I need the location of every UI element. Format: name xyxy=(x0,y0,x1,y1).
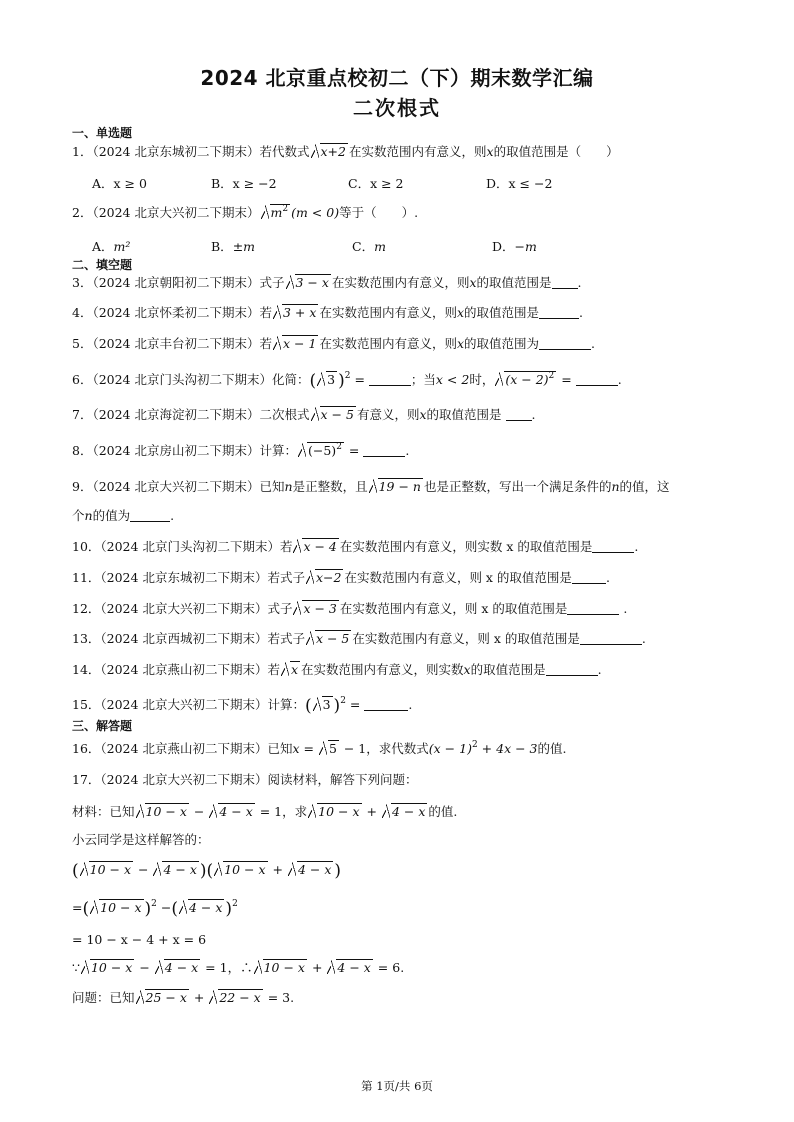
q1-option-b[interactable]: B．x ≥ −2 xyxy=(211,176,277,191)
q2-option-d[interactable]: D．−m xyxy=(492,239,537,254)
question-14: 14．（2024 北京燕山初二下期末）若 x 在实数范围内有意义，则实数x的取值范围是 . xyxy=(72,662,602,677)
answer-blank[interactable] xyxy=(369,373,411,386)
section-heading-answer: 三、解答题 xyxy=(72,719,133,733)
answer-blank[interactable] xyxy=(363,444,405,457)
question-6: 6．（2024 北京门头沟初二下期末）化简：( 3 )$^2$ = ；当x < 2时， $(x - 2)^2$ = . xyxy=(72,371,622,391)
q2-option-a[interactable]: A．m² xyxy=(92,239,131,254)
question-11: 11．（2024 北京东城初二下期末）若式子 x−2 在实数范围内有意义，则 x 的取值范围是 . xyxy=(72,570,610,585)
answer-blank[interactable] xyxy=(572,571,606,584)
section-heading-single-choice: 一、单选题 xyxy=(72,126,133,140)
q17-step-1: ( 10 − x − 4 − x )( 10 − x + 4 − x ) xyxy=(72,861,342,881)
sqrt-symbol: $m^2$ xyxy=(261,203,291,222)
q17-material: 材料：已知 10 − x − 4 − x = 1，求 10 − x + 4 − x 的值. xyxy=(72,804,458,819)
sqrt-symbol: x+2 xyxy=(311,142,348,161)
question-7: 7．（2024 北京海淀初二下期末）二次根式 x − 5 有意义，则x的取值范围是 . xyxy=(72,407,536,422)
q17-intro: 小云同学是这样解答的： xyxy=(72,832,210,847)
answer-blank[interactable] xyxy=(546,663,598,676)
question-1: 1．（2024 北京东城初二下期末）若代数式 x+2 在实数范围内有意义，则x的取值范围是（ ） xyxy=(72,144,619,159)
answer-blank[interactable] xyxy=(567,602,619,615)
q2-option-c[interactable]: C．m xyxy=(352,239,386,254)
question-5: 5．（2024 北京丰台初二下期末）若 x − 1 在实数范围内有意义，则x的取值范围为 . xyxy=(72,336,596,351)
question-8: 8．（2024 北京房山初二下期末）计算： $(-5)^2$ = . xyxy=(72,442,410,458)
question-12: 12．（2024 北京大兴初二下期末）式子 x − 3 在实数范围内有意义，则 x 的取值范围是 . xyxy=(72,601,628,616)
question-4: 4．（2024 北京怀柔初二下期末）若 3 + x 在实数范围内有意义，则x的取值范围是 . xyxy=(72,305,584,320)
answer-blank[interactable] xyxy=(592,540,634,553)
q2-option-b[interactable]: B．±m xyxy=(211,239,256,254)
question-13: 13．（2024 北京西城初二下期末）若式子 x − 5 在实数范围内有意义，则 x 的取值范围是 . xyxy=(72,631,646,646)
q17-problem: 问题：已知 25 − x + 22 − x = 3. xyxy=(72,990,295,1005)
answer-blank[interactable] xyxy=(539,337,591,350)
answer-blank[interactable] xyxy=(130,509,170,522)
answer-blank[interactable] xyxy=(552,276,578,289)
page-title: 2024 北京重点校初二（下）期末数学汇编 xyxy=(200,66,594,90)
question-3: 3．（2024 北京朝阳初二下期末）式子 3 − x 在实数范围内有意义，则x的取值范围是 . xyxy=(72,275,582,290)
answer-blank[interactable] xyxy=(364,698,408,711)
q1-option-c[interactable]: C．x ≥ 2 xyxy=(348,176,404,191)
question-2: 2．（2024 北京大兴初二下期末） $m^2$ (m < 0)等于（ ）. xyxy=(72,204,419,220)
answer-blank[interactable] xyxy=(539,306,579,319)
q17-step-3: = 10 − x − 4 + x = 6 xyxy=(72,932,207,947)
q17-step-4: ∵ 10 − x − 4 − x = 1，∴ 10 − x + 4 − x = 6. xyxy=(72,960,405,975)
q1-option-a[interactable]: A．x ≥ 0 xyxy=(92,176,147,191)
q1-option-d[interactable]: D．x ≤ −2 xyxy=(486,176,553,191)
question-9: 9．（2024 北京大兴初二下期末）已知n是正整数，且 19 − n 也是正整数，写出一个满足条件的n的值，这 xyxy=(72,479,670,494)
question-10: 10．（2024 北京门头沟初二下期末）若 x − 4 在实数范围内有意义，则实数 x 的取值范围是 . xyxy=(72,539,639,554)
page-number: 第 1页/共 6页 xyxy=(361,1079,433,1093)
answer-blank[interactable] xyxy=(580,632,642,645)
page-subtitle: 二次根式 xyxy=(353,96,441,120)
answer-blank[interactable] xyxy=(576,373,618,386)
question-16: 16．（2024 北京燕山初二下期末）已知x = 5 − 1，求代数式$(x - 1)^2 + 4x - 3$的值. xyxy=(72,740,567,756)
section-heading-fill-blank: 二、填空题 xyxy=(72,258,133,272)
question-15: 15．（2024 北京大兴初二下期末）计算：( 3 )$^2$ = . xyxy=(72,696,413,716)
q17-step-2: =( 10 − x )$^2$ −( 4 − x )$^2$ xyxy=(72,899,238,919)
answer-blank[interactable] xyxy=(506,408,532,421)
question-9-line-2: 个n的值为 . xyxy=(72,508,175,523)
question-17: 17．（2024 北京大兴初二下期末）阅读材料，解答下列问题： xyxy=(72,772,418,787)
